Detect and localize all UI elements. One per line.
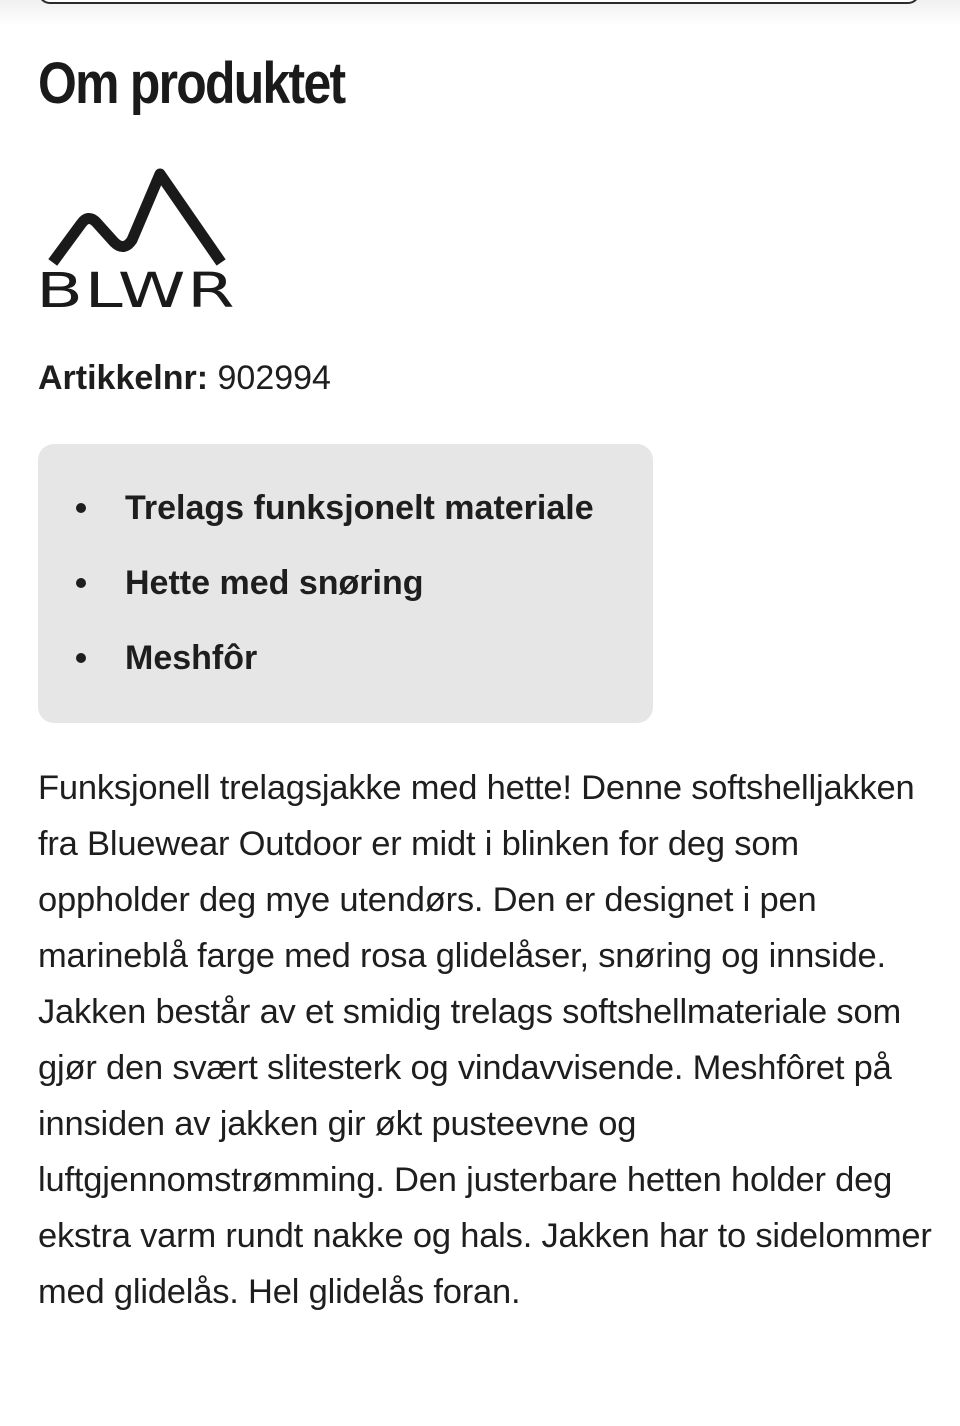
feature-text: Trelags funksjonelt materiale (125, 489, 594, 527)
section-title: Om produktet (38, 51, 345, 116)
brand-logo (36, 166, 240, 312)
article-number-value: 902994 (217, 359, 331, 397)
feature-text: Hette med snøring (125, 564, 424, 602)
bullet-icon (76, 578, 86, 588)
mountain-logo-icon (56, 174, 218, 258)
bullet-icon (76, 503, 86, 513)
article-number-label: Artikkelnr: (38, 359, 209, 397)
features-box (38, 444, 653, 723)
top-input-edge[interactable] (38, 0, 920, 4)
bullet-icon (76, 653, 86, 663)
article-number (38, 356, 331, 400)
product-description: Funksjonell trelagsjakke med hette! Denne softshelljakken fra Bluewear Outdoor er midt i blinken for deg som oppholder deg mye utendørs. Den er designet i pen marineblå farge med rosa glidelåser, snøring og innside. Jakken består av et smidig trelags softshellmateriale som gjør den svært slitesterk og vindavvisende. Meshfôret på innsiden av jakken gir økt pusteevne og luftgjennomstrømming. Den justerbare hetten holder deg ekstra varm rundt nakke og hals. Jakken har to sidelommer med glidelås. Hel glidelås foran. (38, 769, 932, 1311)
feature-text: Meshfôr (125, 639, 258, 677)
brand-logo-text: BLWR (36, 263, 236, 312)
